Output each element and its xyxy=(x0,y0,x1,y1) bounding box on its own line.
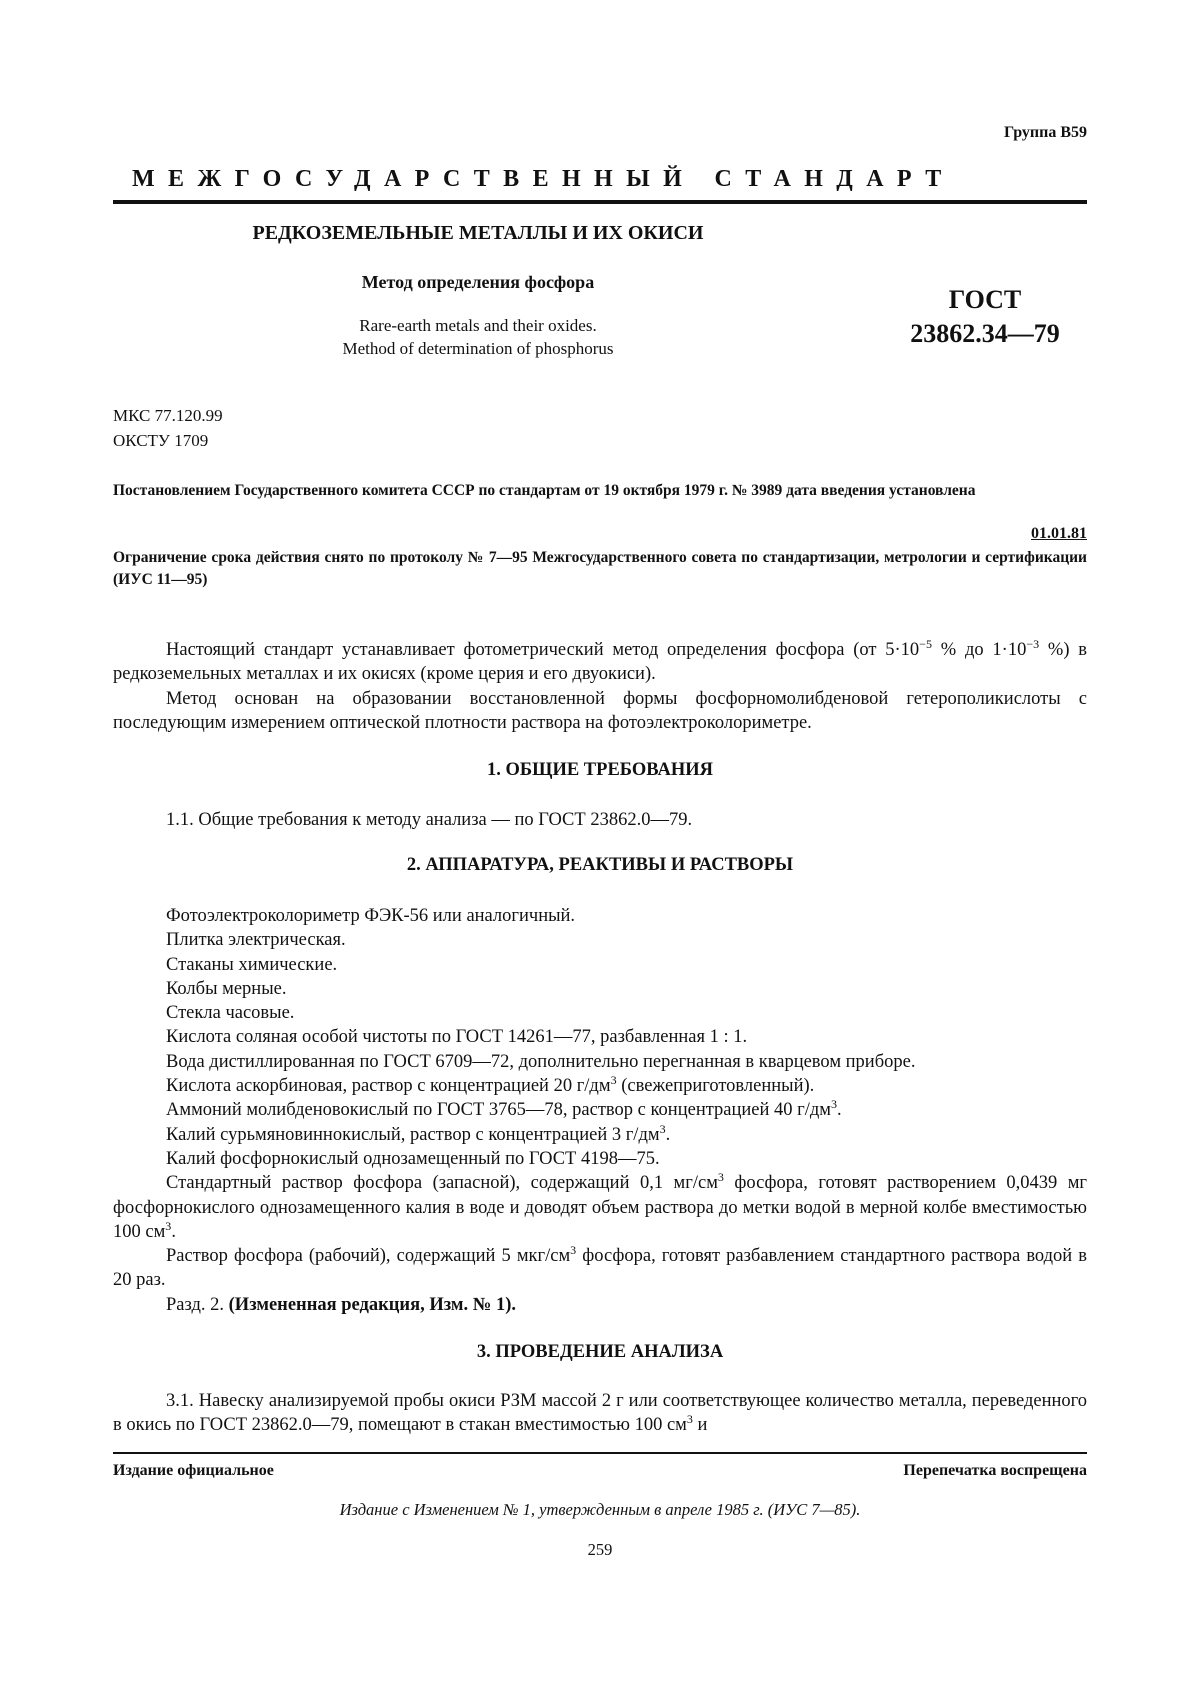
list-item: Кислота соляная особой чистоты по ГОСТ 14261—77, разбавленная 1 : 1. xyxy=(166,1027,748,1048)
group-code: Группа В59 xyxy=(1004,124,1087,141)
intro-paragraph-1: Настоящий стандарт устанавливает фотометрический метод определения фосфора (от $5\cdot 10^{-5}$ % до $1\cdot 10^{-3}$ %) в редкоземельных металлах и их окисях (кроме церия и его двуокиси). xyxy=(113,636,1088,685)
english-title-line2: Method of determination of phosphorus xyxy=(342,339,614,358)
footer-reprint-prohibited: Перепечатка воспрещена xyxy=(903,1462,1087,1479)
gost-number: 23862.34—79 xyxy=(910,319,1060,348)
list-item: Колбы мерные. xyxy=(166,978,287,999)
mks-code: МКС 77.120.99 xyxy=(113,406,223,425)
list-item: Кислота аскорбиновая, раствор с концентрацией 20 $г/дм^3$ (свежеприготовленный). xyxy=(166,1072,815,1097)
list-item: Раствор фосфора (рабочий), содержащий 5 мкг/$см^3$ фосфора, готовят разбавлением стандартного раствора водой в 20 раз. xyxy=(113,1243,1087,1291)
gost-label: ГОСТ xyxy=(948,285,1022,314)
section-1-heading: 1. ОБЩИЕ ТРЕБОВАНИЯ xyxy=(487,760,713,780)
intro-paragraph-2: Метод основан на образовании восстановленной формы фосфорномолибденовой гетерополикислоты с последующим измерением оптической плотности раствора на фотоэлектроколориметре. xyxy=(113,688,1087,733)
list-item: Вода дистиллированная по ГОСТ 6709—72, дополнительно перегнанная в кварцевом приборе. xyxy=(166,1051,916,1072)
standard-type: МЕЖГОСУДАРСТВЕННЫЙ СТАНДАРТ xyxy=(132,166,955,192)
list-item: Плитка электрическая. xyxy=(166,930,346,951)
section-3-heading: 3. ПРОВЕДЕНИЕ АНАЛИЗА xyxy=(476,1342,724,1362)
okstu-code: ОКСТУ 1709 xyxy=(113,431,209,450)
decree-text: Постановлением Государственного комитета СССР по стандартам от 19 октября 1979 г. № 3989 дата введения установлена xyxy=(113,482,976,499)
list-item: Аммоний молибденовокислый по ГОСТ 3765—78, раствор с концентрацией 40 $г/дм^3$. xyxy=(166,1097,842,1121)
intro-section xyxy=(113,638,1087,735)
section-1-body xyxy=(113,808,1087,832)
classification-codes xyxy=(113,403,223,453)
list-item: Стандартный раствор фосфора (запасной), содержащий 0,1 $мг/см^3$ фосфора, готовят растворением 0,0439 мг фосфорнокислого однозамещенного калия в воде и доводят объем раствора до метки водой в мерной колбе вместимостью 100 $см^3$. xyxy=(113,1170,1088,1242)
document-title: РЕДКОЗЕМЕЛЬНЫЕ МЕТАЛЛЫ И ИХ ОКИСИ xyxy=(252,222,704,244)
document-subtitle: Метод определения фосфора xyxy=(361,272,595,292)
page-number: 259 xyxy=(587,1540,613,1559)
section-1-paragraph: 1.1. Общие требования к методу анализа — по ГОСТ 23862.0—79. xyxy=(166,810,693,830)
list-item: Стекла часовые. xyxy=(166,1003,295,1024)
list-item: Стаканы химические. xyxy=(166,954,338,975)
section-2-body xyxy=(113,904,1087,1317)
amendment-note: Разд. 2. (Измененная редакция, Изм. № 1). xyxy=(166,1294,517,1315)
header-rule xyxy=(113,200,1087,204)
section-3-paragraph: 3.1. Навеску анализируемой пробы окиси РЗМ массой 2 г или соответствующее количество металла, переведенного в окись по ГОСТ 23862.0—79, помещают в стакан вместимостью 100 $см^3$ и xyxy=(113,1391,1087,1436)
english-title-line1: Rare-earth metals and their oxides. xyxy=(359,316,597,335)
footer-official-edition: Издание официальное xyxy=(113,1462,274,1479)
list-item: Калий сурьмяновиннокислый, раствор с концентрацией 3 $г/дм^3$. xyxy=(166,1121,671,1145)
section-2-heading: 2. АППАРАТУРА, РЕАКТИВЫ И РАСТВОРЫ xyxy=(406,855,794,875)
footer-rule xyxy=(113,1452,1087,1454)
list-item: Калий фосфорнокислый однозамещенный по ГОСТ 4198—75. xyxy=(166,1148,660,1169)
gost-designation xyxy=(880,283,1090,351)
list-item: Фотоэлектроколориметр ФЭК-56 или аналогичный. xyxy=(166,906,576,926)
introduction-date: 01.01.81 xyxy=(1031,525,1087,542)
limitation-text: Ограничение срока действия снято по протоколу № 7—95 Межгосударственного совета по стандартизации, метрологии и сертификации (ИУС 11—95) xyxy=(113,549,1087,588)
edition-note: Издание с Изменением № 1, утвержденным в апреле 1985 г. (ИУС 7—85). xyxy=(339,1500,861,1519)
section-3-body xyxy=(113,1389,1087,1438)
english-title xyxy=(113,314,843,360)
